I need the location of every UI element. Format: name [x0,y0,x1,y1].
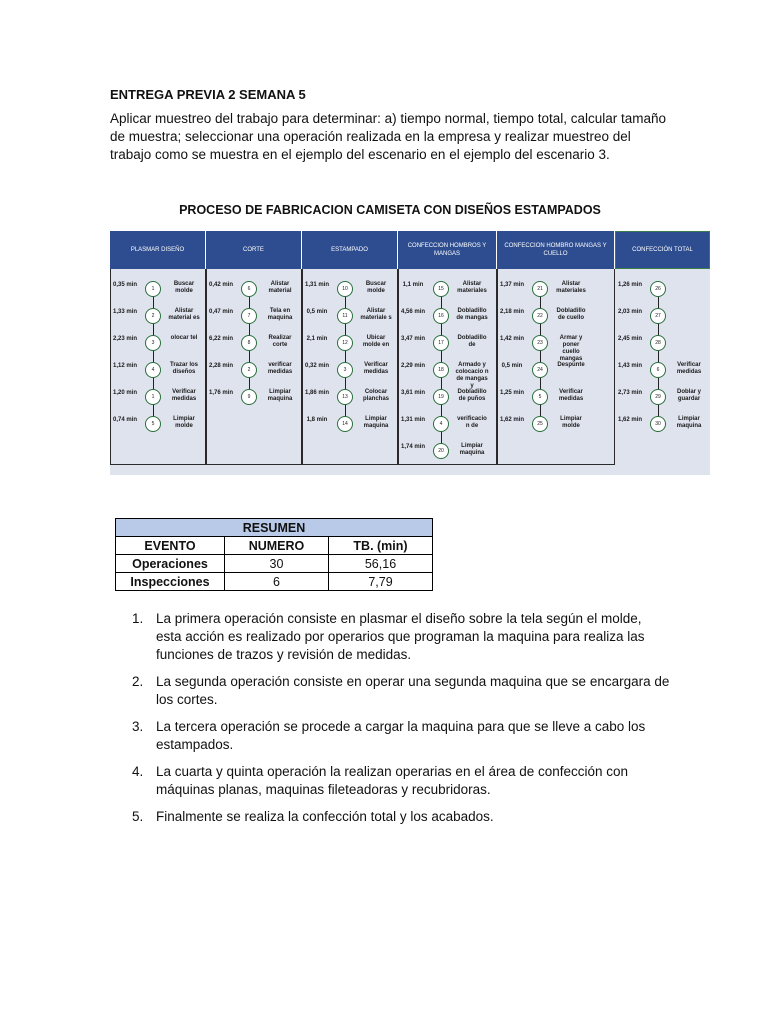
list-item [110,718,670,754]
column-header: PLASMAR DISEÑO [110,231,206,269]
list-text: Finalmente se realiza la confección total y los acabados. [156,809,494,824]
step-time: 2,18 min [499,309,524,315]
step-time: 2,45 min [617,336,642,342]
step-symbol: 8 [241,335,257,351]
step-symbol: 5 [532,389,548,405]
column-header: CONFECCION HOMBROS Y MANGAS [398,231,497,269]
column-header: CONFECCIÓN TOTAL [615,231,710,269]
list-number: 1. [132,611,144,626]
step-time: 2,23 min [112,336,137,342]
step-time: 1,43 min [617,363,642,369]
step-time: 1,42 min [499,336,524,342]
step-symbol: 27 [650,308,666,324]
step-time: 2,1 min [306,336,328,342]
step-symbol: 21 [532,281,548,297]
step-time: 0,5 min [501,363,523,369]
step-time: 2,28 min [208,363,233,369]
step-description: verificar medidas [267,362,293,375]
step-symbol: 6 [241,281,257,297]
column-header: CONFECCION HOMBRO MANGAS Y CUELLO [497,231,615,269]
step-time: 2,29 min [400,363,425,369]
step-time: 1,20 min [112,390,137,396]
step-time: 1,62 min [617,417,642,423]
step-description: Realizar corte [268,335,292,348]
step-symbol: 1 [145,281,161,297]
list-number: 5. [132,809,144,824]
step-description: verificacio n de [457,416,487,429]
step-time: 1,33 min [112,309,137,315]
summary-tb: 7,79 [329,573,433,591]
summary-header-tb: TB. (min) [329,537,433,555]
list-number: 4. [132,764,144,779]
summary-header-evento: EVENTO [116,537,225,555]
step-description: Verificar medidas [171,389,197,402]
step-symbol: 30 [650,416,666,432]
step-symbol: 16 [433,308,449,324]
step-description: Dobladillo de [457,335,487,348]
step-symbol: 17 [433,335,449,351]
step-description: Tela en maquina [267,308,293,321]
step-time: 1,86 min [304,390,329,396]
list-text: La primera operación consiste en plasmar el diseño sobre la tela según el molde, esta acción es realizado por operarios que programan la maquina para realiza las funciones de trazos y revisión de medidas. [156,611,645,662]
summary-row [116,573,433,591]
step-description: Colocar planchas [362,389,389,402]
step-description: Armar y poner cuello mangas [559,335,583,362]
list-text: La tercera operación se procede a cargar la maquina para que se lleve a cabo los estampados. [156,719,646,752]
step-symbol: 22 [532,308,548,324]
step-symbol: 26 [650,281,666,297]
step-time: 1,26 min [617,282,642,288]
step-time: 1,1 min [402,282,424,288]
summary-evento: Operaciones [116,555,225,573]
step-symbol: 28 [650,335,666,351]
step-time: 1,31 min [400,417,425,423]
step-symbol: 2 [241,362,257,378]
step-symbol: 3 [145,335,161,351]
step-description: olocar tel [170,335,198,341]
process-title: PROCESO DE FABRICACION CAMISETA CON DISEÑOS ESTAMPADOS [179,203,601,217]
document-heading: ENTREGA PREVIA 2 SEMANA 5 [110,87,306,102]
step-description: Alistar materiale s [360,308,392,321]
step-description: Dobladillo de mangas [456,308,488,321]
step-time: 1,12 min [112,363,137,369]
summary-header-numero: NUMERO [225,537,329,555]
step-time: 2,73 min [617,390,642,396]
step-symbol: 5 [145,416,161,432]
step-time: 1,31 min [304,282,329,288]
step-time: 1,8 min [306,417,328,423]
summary-tb: 56,16 [329,555,433,573]
step-time: 0,42 min [208,282,233,288]
step-description: Buscar molde [365,281,387,294]
step-symbol: 20 [433,443,449,459]
step-time: 0,35 min [112,282,137,288]
step-time: 4,56 min [400,309,425,315]
list-text: La cuarta y quinta operación la realizan operarias en el área de confección con máquinas planas, maquinas fileteadoras y recubridoras. [156,764,629,797]
column-header: ESTAMPADO [302,231,398,269]
summary-row [116,555,433,573]
step-description: Verificar medidas [676,362,702,375]
summary-title: RESUMEN [116,519,433,537]
list-item [110,763,670,799]
step-description: Doblar y guardar [676,389,701,402]
step-time: 3,47 min [400,336,425,342]
step-time: 0,47 min [208,309,233,315]
step-time: 1,62 min [499,417,524,423]
step-description: Limpiar molde [173,416,195,429]
summary-numero: 6 [225,573,329,591]
step-time: 0,5 min [306,309,328,315]
list-text: La segunda operación consiste en operar una segunda maquina que se encargara de los cortes. [156,674,670,707]
step-time: 1,74 min [400,444,425,450]
step-symbol: 4 [145,362,161,378]
step-time: 1,37 min [499,282,524,288]
step-description: Buscar molde [173,281,195,294]
summary-evento: Inspecciones [116,573,225,591]
list-item [110,610,670,664]
step-time: 6,22 min [208,336,233,342]
step-symbol: 1 [145,389,161,405]
list-number: 2. [132,674,144,689]
step-description: Trazar los diseños [169,362,198,375]
step-symbol: 13 [337,389,353,405]
step-description: Dobladillo de puños [457,389,487,402]
list-item [110,673,670,709]
step-description: Ubicar molde en [362,335,390,348]
column-header: CORTE [206,231,302,269]
list-item [110,808,670,826]
step-symbol: 4 [433,416,449,432]
summary-table [115,518,433,591]
step-time: 0,74 min [112,417,137,423]
step-time: 2,03 min [617,309,642,315]
step-symbol: 7 [241,308,257,324]
step-symbol: 6 [650,362,666,378]
step-symbol: 23 [532,335,548,351]
step-time: 1,76 min [208,390,233,396]
step-description: Limpiar maquina [267,389,293,402]
step-time: 3,61 min [400,390,425,396]
step-symbol: 2 [145,308,161,324]
step-symbol: 9 [241,389,257,405]
step-description: Armado y colocacio n de mangas y [455,362,489,389]
step-time: 0,32 min [304,363,329,369]
step-description: Limpiar maquina [676,416,702,429]
step-symbol: 18 [433,362,449,378]
step-description: Verificar medidas [558,389,584,402]
step-description: Despunte [557,362,585,368]
step-symbol: 25 [532,416,548,432]
step-symbol: 24 [532,362,548,378]
process-steps-list [110,610,670,835]
step-description: Dobladillo de cuello [556,308,586,321]
step-description: Verificar medidas [363,362,389,375]
summary-numero: 30 [225,555,329,573]
step-symbol: 11 [337,308,353,324]
step-symbol: 3 [337,362,353,378]
list-number: 3. [132,719,144,734]
step-symbol: 15 [433,281,449,297]
step-symbol: 19 [433,389,449,405]
step-description: Limpiar molde [560,416,582,429]
intro-paragraph: Aplicar muestreo del trabajo para determinar: a) tiempo normal, tiempo total, calcular tamaño de muestra; seleccionar una operación realizada en la empresa y realizar muestreo del trabajo como se muestra en el ejemplo del escenario en el ejemplo del escenario 3. [110,111,667,162]
process-flow-diagram [110,231,710,475]
step-description: Alistar materiales [457,281,487,294]
step-description: Alistar material [268,281,292,294]
step-description: Limpiar maquina [363,416,389,429]
step-time: 1,25 min [499,390,524,396]
step-symbol: 12 [337,335,353,351]
step-description: Alistar material es [168,308,200,321]
step-symbol: 14 [337,416,353,432]
step-symbol: 10 [337,281,353,297]
step-symbol: 29 [650,389,666,405]
step-description: Limpiar maquina [459,443,485,456]
step-description: Alistar materiales [556,281,586,294]
